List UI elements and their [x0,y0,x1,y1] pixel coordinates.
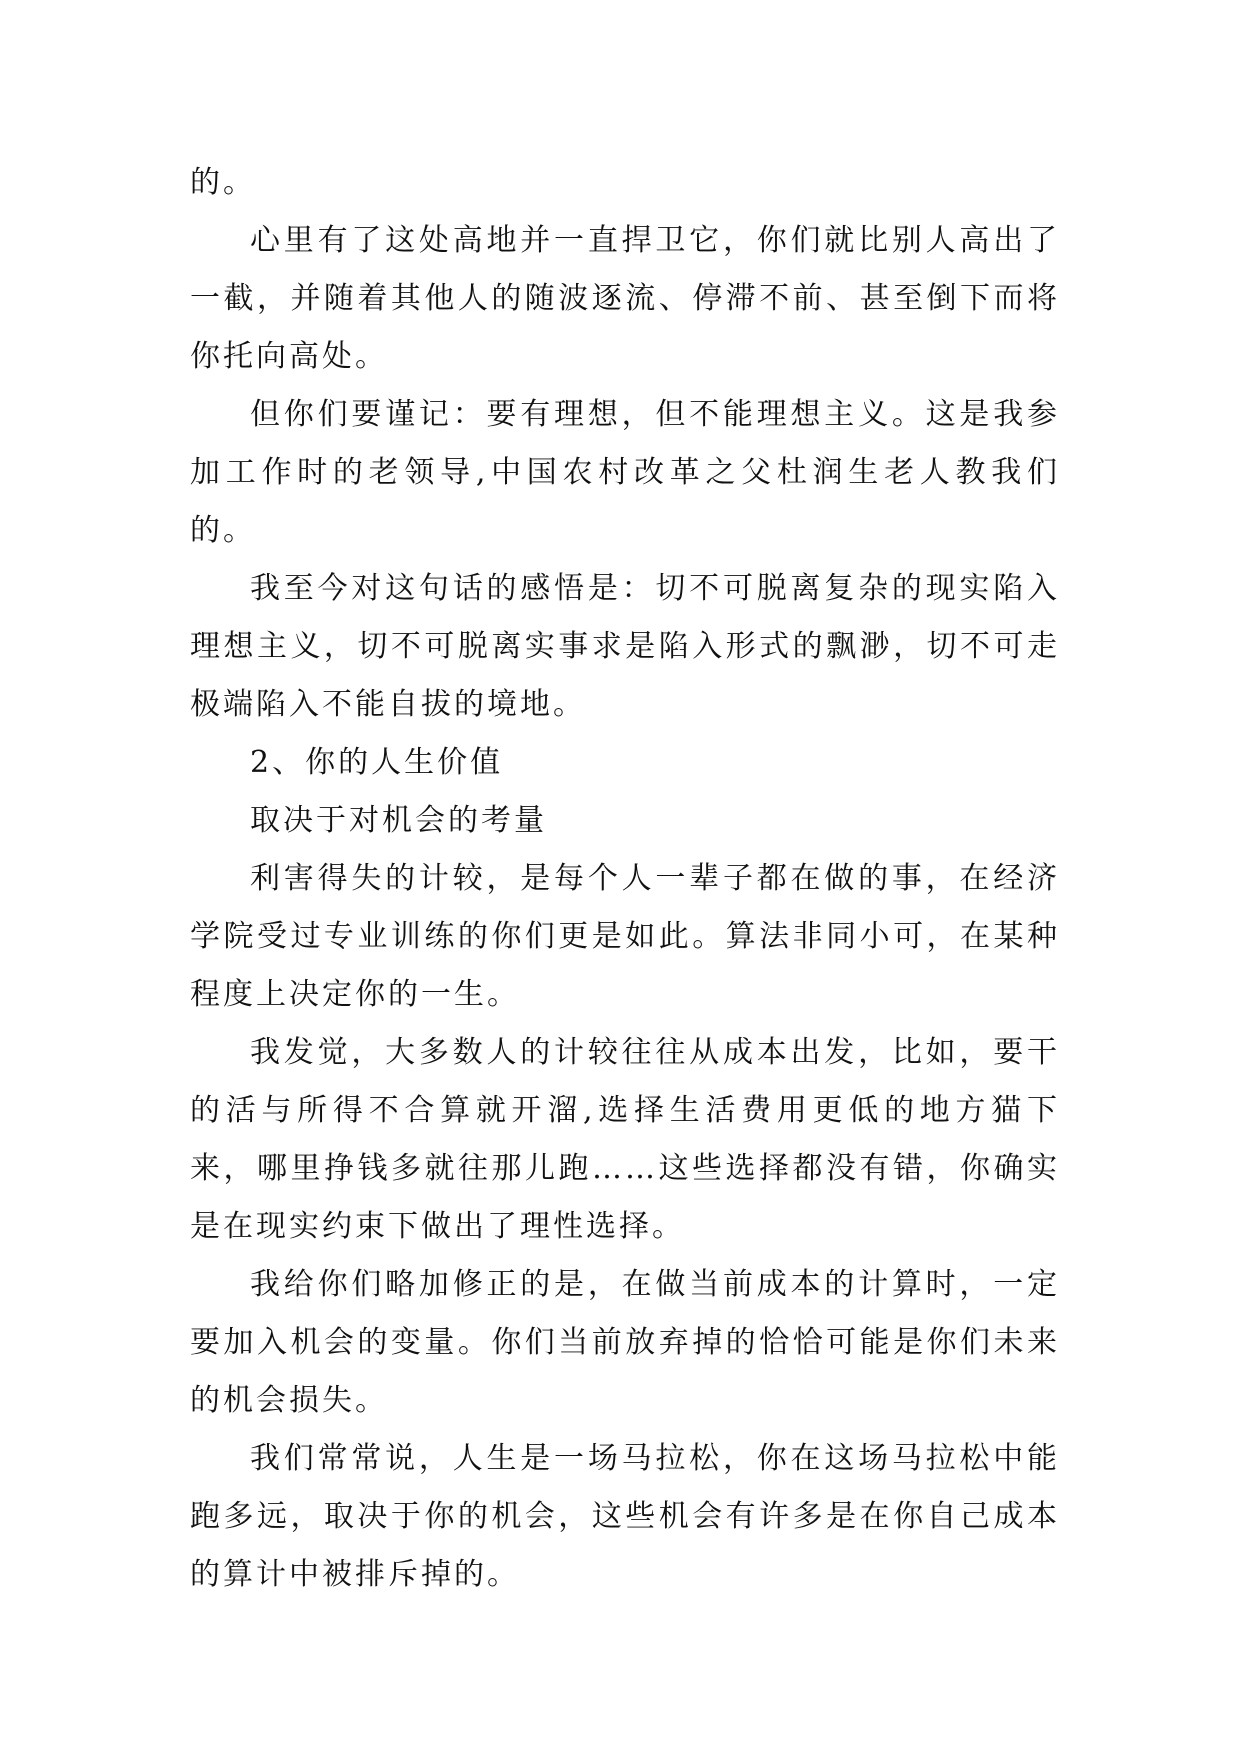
document-body [190,154,1060,1604]
section-heading-subtitle: 取决于对机会的考量 [250,803,547,838]
section-heading-number: 2、你的人生价值 [250,745,504,780]
paragraph-calculation: 利害得失的计较，是每个人一辈子都在做的事，在经济学院受过专业训练的你们更是如此。算法非同小可，在某种程度上决定你的一生。 [190,861,1060,1012]
paragraph-insight: 我至今对这句话的感悟是：切不可脱离复杂的现实陷入理想主义，切不可脱离实事求是陷入形式的飘渺，切不可走极端陷入不能自拔的境地。 [190,571,1060,722]
paragraph-continuation: 的。 [190,165,256,200]
paragraph-cost: 我发觉，大多数人的计较往往从成本出发，比如，要干的活与所得不合算就开溜,选择生活费用更低的地方猫下来，哪里挣钱多就往那儿跑……这些选择都没有错，你确实是在现实约束下做出了理性选择。 [190,1035,1060,1244]
paragraph-opportunity: 我给你们略加修正的是，在做当前成本的计算时，一定要加入机会的变量。你们当前放弃掉的恰恰可能是你们未来的机会损失。 [190,1267,1060,1418]
paragraph-marathon: 我们常常说，人生是一场马拉松，你在这场马拉松中能跑多远，取决于你的机会，这些机会有许多是在你自己成本的算计中被排斥掉的。 [190,1441,1060,1592]
paragraph-highland: 心里有了这处高地并一直捍卫它，你们就比别人高出了一截，并随着其他人的随波逐流、停滞不前、甚至倒下而将你托向高处。 [190,223,1060,374]
paragraph-ideal: 但你们要谨记：要有理想，但不能理想主义。这是我参加工作时的老领导,中国农村改革之父杜润生老人教我们的。 [190,397,1060,548]
